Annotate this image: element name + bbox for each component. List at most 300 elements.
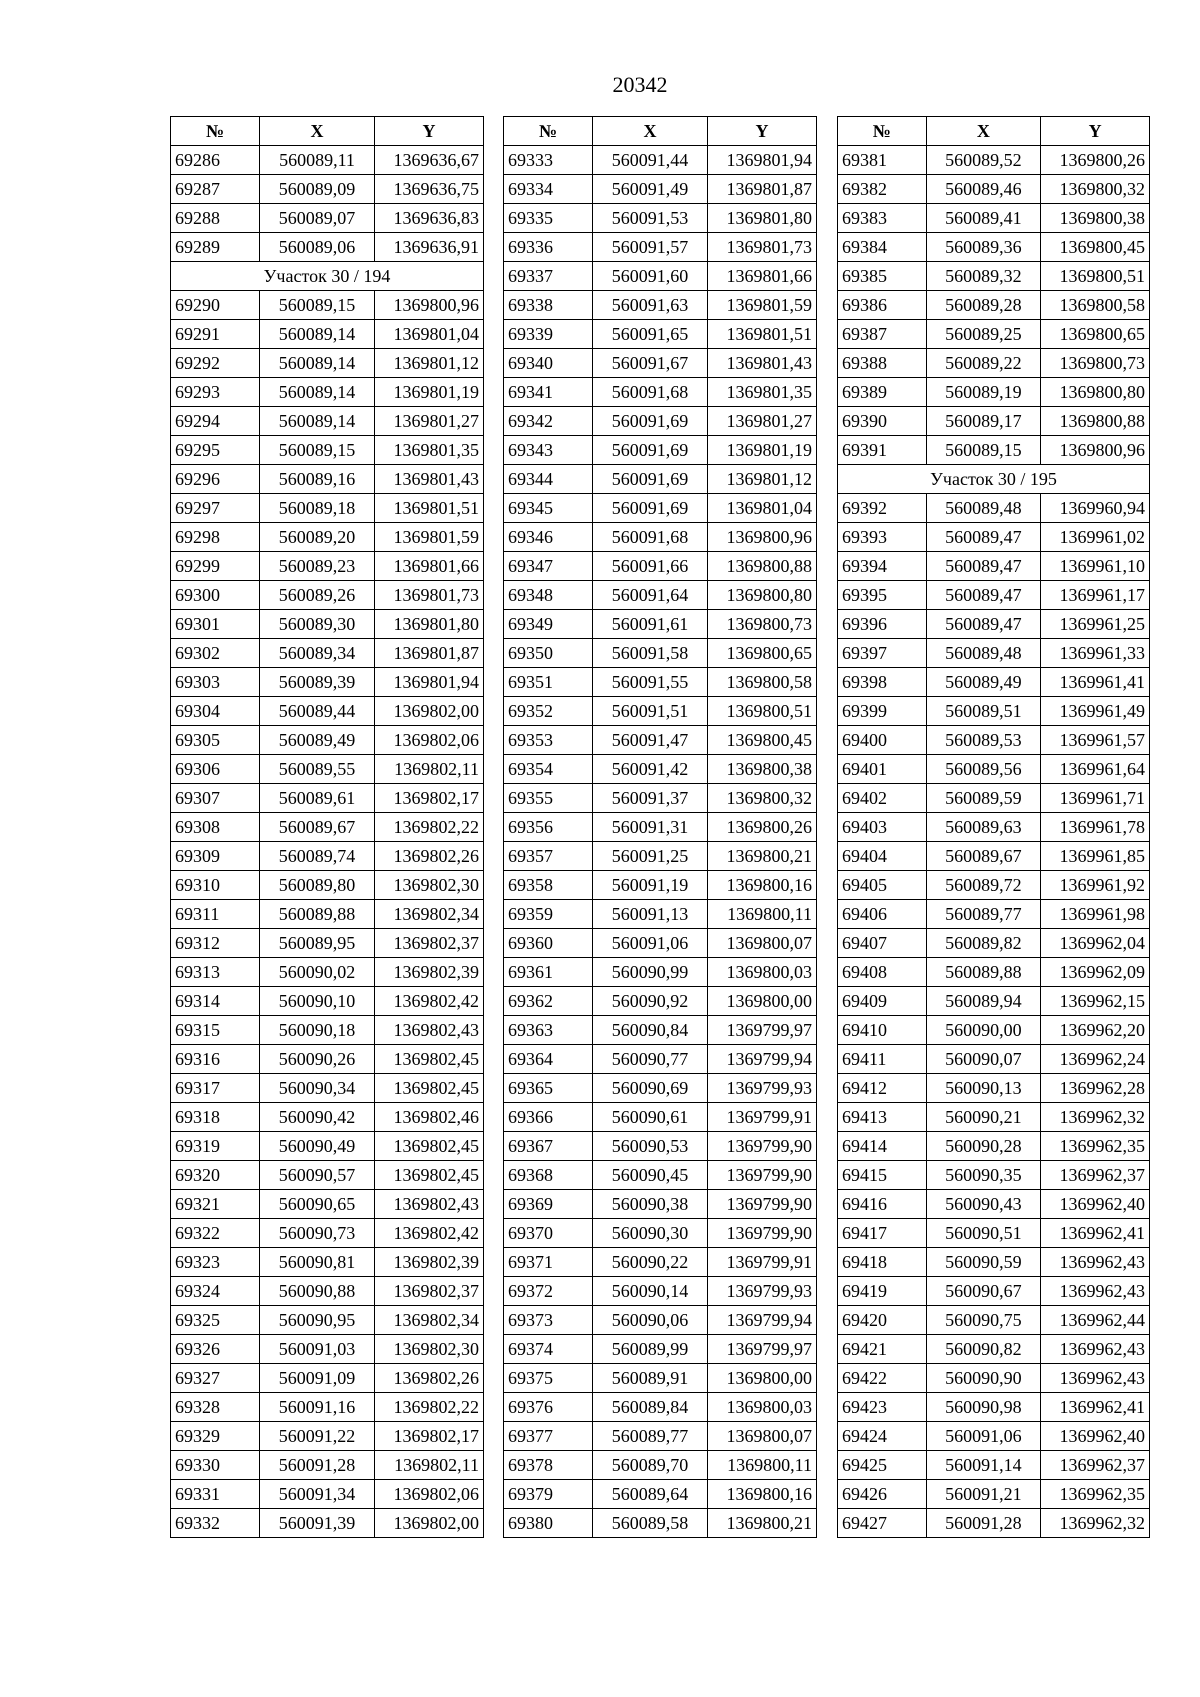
y-coordinate-cell: 1369961,41 (1041, 668, 1150, 697)
point-number-cell: 69358 (504, 871, 593, 900)
y-coordinate-cell: 1369801,94 (375, 668, 484, 697)
table-row (504, 1422, 817, 1451)
x-coordinate-cell: 560089,44 (260, 697, 375, 726)
point-number-cell: 69370 (504, 1219, 593, 1248)
y-coordinate-cell: 1369801,04 (708, 494, 817, 523)
y-coordinate-cell: 1369801,27 (708, 407, 817, 436)
point-number-cell: 69393 (838, 523, 927, 552)
y-coordinate-cell: 1369800,65 (1041, 320, 1150, 349)
table-row (504, 1161, 817, 1190)
x-coordinate-cell: 560091,60 (593, 262, 708, 291)
point-number-cell: 69287 (171, 175, 260, 204)
y-coordinate-cell: 1369801,12 (375, 349, 484, 378)
table-row (504, 784, 817, 813)
x-coordinate-cell: 560091,03 (260, 1335, 375, 1364)
section-title: Участок 30 / 194 (171, 262, 484, 291)
point-number-cell: 69359 (504, 900, 593, 929)
point-number-cell: 69415 (838, 1161, 927, 1190)
table-row (838, 1248, 1150, 1277)
y-coordinate-cell: 1369800,21 (708, 1509, 817, 1538)
point-number-cell: 69286 (171, 146, 260, 175)
table-row (838, 726, 1150, 755)
y-coordinate-cell: 1369802,11 (375, 755, 484, 784)
x-coordinate-cell: 560091,21 (926, 1480, 1041, 1509)
x-coordinate-cell: 560090,65 (260, 1190, 375, 1219)
table-row (504, 233, 817, 262)
y-coordinate-cell: 1369802,45 (375, 1161, 484, 1190)
table-row (171, 494, 484, 523)
x-coordinate-cell: 560090,02 (260, 958, 375, 987)
point-number-cell: 69309 (171, 842, 260, 871)
x-coordinate-cell: 560089,16 (260, 465, 375, 494)
x-coordinate-cell: 560090,73 (260, 1219, 375, 1248)
point-number-cell: 69310 (171, 871, 260, 900)
y-coordinate-cell: 1369799,90 (708, 1190, 817, 1219)
table-row (171, 958, 484, 987)
table-row (504, 871, 817, 900)
x-coordinate-cell: 560091,63 (593, 291, 708, 320)
point-number-cell: 69296 (171, 465, 260, 494)
table-row (171, 1190, 484, 1219)
y-coordinate-cell: 1369800,32 (708, 784, 817, 813)
point-number-cell: 69418 (838, 1248, 927, 1277)
point-number-cell: 69400 (838, 726, 927, 755)
x-coordinate-cell: 560091,64 (593, 581, 708, 610)
y-coordinate-cell: 1369801,19 (375, 378, 484, 407)
point-number-cell: 69424 (838, 1422, 927, 1451)
y-coordinate-cell: 1369802,43 (375, 1016, 484, 1045)
y-coordinate-cell: 1369802,39 (375, 1248, 484, 1277)
y-coordinate-cell: 1369800,51 (708, 697, 817, 726)
y-coordinate-cell: 1369802,34 (375, 900, 484, 929)
number-column-header: № (838, 117, 927, 146)
y-coordinate-cell: 1369800,80 (708, 581, 817, 610)
x-coordinate-cell: 560089,49 (926, 668, 1041, 697)
x-coordinate-cell: 560090,38 (593, 1190, 708, 1219)
y-coordinate-cell: 1369802,17 (375, 784, 484, 813)
x-coordinate-cell: 560089,49 (260, 726, 375, 755)
table-row (838, 262, 1150, 291)
table-row (504, 552, 817, 581)
point-number-cell: 69363 (504, 1016, 593, 1045)
table-row (171, 900, 484, 929)
y-coordinate-cell: 1369799,94 (708, 1045, 817, 1074)
table-row (171, 1509, 484, 1538)
table-row (504, 378, 817, 407)
table-row (838, 610, 1150, 639)
x-coordinate-cell: 560089,94 (926, 987, 1041, 1016)
y-coordinate-cell: 1369961,78 (1041, 813, 1150, 842)
y-coordinate-cell: 1369802,46 (375, 1103, 484, 1132)
y-coordinate-cell: 1369799,91 (708, 1103, 817, 1132)
point-number-cell: 69352 (504, 697, 593, 726)
point-number-cell: 69299 (171, 552, 260, 581)
y-column-header: Y (1041, 117, 1150, 146)
table-row (171, 842, 484, 871)
x-coordinate-cell: 560090,06 (593, 1306, 708, 1335)
point-number-cell: 69301 (171, 610, 260, 639)
point-number-cell: 69328 (171, 1393, 260, 1422)
number-column-header: № (171, 117, 260, 146)
x-coordinate-cell: 560090,22 (593, 1248, 708, 1277)
x-coordinate-cell: 560089,11 (260, 146, 375, 175)
point-number-cell: 69303 (171, 668, 260, 697)
y-coordinate-cell: 1369799,97 (708, 1335, 817, 1364)
table-row (504, 175, 817, 204)
point-number-cell: 69422 (838, 1364, 927, 1393)
point-number-cell: 69322 (171, 1219, 260, 1248)
table-row (838, 204, 1150, 233)
y-coordinate-cell: 1369802,42 (375, 1219, 484, 1248)
point-number-cell: 69373 (504, 1306, 593, 1335)
point-number-cell: 69334 (504, 175, 593, 204)
point-number-cell: 69323 (171, 1248, 260, 1277)
point-number-cell: 69348 (504, 581, 593, 610)
table-row (838, 697, 1150, 726)
point-number-cell: 69364 (504, 1045, 593, 1074)
table-row (171, 639, 484, 668)
x-coordinate-cell: 560089,41 (926, 204, 1041, 233)
x-coordinate-cell: 560089,47 (926, 610, 1041, 639)
table-row (171, 610, 484, 639)
table-row (838, 320, 1150, 349)
table-row (504, 1248, 817, 1277)
point-number-cell: 69368 (504, 1161, 593, 1190)
x-coordinate-cell: 560091,22 (260, 1422, 375, 1451)
y-coordinate-cell: 1369962,44 (1041, 1306, 1150, 1335)
point-number-cell: 69377 (504, 1422, 593, 1451)
point-number-cell: 69288 (171, 204, 260, 233)
table-row (171, 1219, 484, 1248)
y-coordinate-cell: 1369801,80 (375, 610, 484, 639)
table-row (171, 1161, 484, 1190)
x-coordinate-cell: 560091,44 (593, 146, 708, 175)
table-row (838, 1422, 1150, 1451)
coordinates-table-2 (503, 116, 817, 1538)
x-coordinate-cell: 560089,80 (260, 871, 375, 900)
y-coordinate-cell: 1369800,73 (1041, 349, 1150, 378)
table-row (171, 1422, 484, 1451)
y-coordinate-cell: 1369961,25 (1041, 610, 1150, 639)
table-row (504, 842, 817, 871)
point-number-cell: 69391 (838, 436, 927, 465)
y-coordinate-cell: 1369801,43 (708, 349, 817, 378)
table-row (504, 465, 817, 494)
table-row (838, 146, 1150, 175)
x-coordinate-cell: 560089,88 (926, 958, 1041, 987)
x-coordinate-cell: 560091,57 (593, 233, 708, 262)
point-number-cell: 69337 (504, 262, 593, 291)
x-coordinate-cell: 560089,39 (260, 668, 375, 697)
y-coordinate-cell: 1369802,45 (375, 1132, 484, 1161)
point-number-cell: 69427 (838, 1509, 927, 1538)
x-coordinate-cell: 560089,70 (593, 1451, 708, 1480)
y-coordinate-cell: 1369802,00 (375, 697, 484, 726)
table-row (504, 320, 817, 349)
point-number-cell: 69321 (171, 1190, 260, 1219)
point-number-cell: 69421 (838, 1335, 927, 1364)
table-row (171, 1248, 484, 1277)
y-coordinate-cell: 1369800,38 (708, 755, 817, 784)
x-coordinate-cell: 560090,88 (260, 1277, 375, 1306)
table-row (838, 175, 1150, 204)
x-coordinate-cell: 560091,69 (593, 465, 708, 494)
table-row (171, 1103, 484, 1132)
table-row (504, 1016, 817, 1045)
table-row (504, 407, 817, 436)
x-coordinate-cell: 560090,51 (926, 1219, 1041, 1248)
x-coordinate-cell: 560089,46 (926, 175, 1041, 204)
table-row (504, 900, 817, 929)
y-coordinate-cell: 1369799,90 (708, 1132, 817, 1161)
point-number-cell: 69325 (171, 1306, 260, 1335)
table-row (171, 1451, 484, 1480)
x-coordinate-cell: 560089,52 (926, 146, 1041, 175)
table-row (838, 1393, 1150, 1422)
x-coordinate-cell: 560089,53 (926, 726, 1041, 755)
y-coordinate-cell: 1369802,42 (375, 987, 484, 1016)
table-row (504, 1306, 817, 1335)
y-coordinate-cell: 1369801,51 (375, 494, 484, 523)
point-number-cell: 69408 (838, 958, 927, 987)
table-row (838, 233, 1150, 262)
point-number-cell: 69356 (504, 813, 593, 842)
x-coordinate-cell: 560089,95 (260, 929, 375, 958)
y-coordinate-cell: 1369802,11 (375, 1451, 484, 1480)
point-number-cell: 69420 (838, 1306, 927, 1335)
x-coordinate-cell: 560089,61 (260, 784, 375, 813)
x-coordinate-cell: 560090,00 (926, 1016, 1041, 1045)
table-row (838, 1219, 1150, 1248)
point-number-cell: 69413 (838, 1103, 927, 1132)
y-coordinate-cell: 1369962,37 (1041, 1161, 1150, 1190)
table-row (504, 813, 817, 842)
table-row (838, 755, 1150, 784)
table-row (838, 581, 1150, 610)
x-coordinate-cell: 560090,26 (260, 1045, 375, 1074)
point-number-cell: 69371 (504, 1248, 593, 1277)
x-coordinate-cell: 560090,53 (593, 1132, 708, 1161)
point-number-cell: 69406 (838, 900, 927, 929)
table-row (171, 1364, 484, 1393)
point-number-cell: 69411 (838, 1045, 927, 1074)
point-number-cell: 69366 (504, 1103, 593, 1132)
table-row (838, 987, 1150, 1016)
x-coordinate-cell: 560089,55 (260, 755, 375, 784)
x-coordinate-cell: 560091,37 (593, 784, 708, 813)
y-coordinate-cell: 1369801,66 (708, 262, 817, 291)
x-coordinate-cell: 560089,15 (260, 436, 375, 465)
x-coordinate-cell: 560089,14 (260, 320, 375, 349)
y-coordinate-cell: 1369961,85 (1041, 842, 1150, 871)
y-coordinate-cell: 1369800,45 (1041, 233, 1150, 262)
y-coordinate-cell: 1369802,22 (375, 813, 484, 842)
y-coordinate-cell: 1369962,24 (1041, 1045, 1150, 1074)
x-coordinate-cell: 560089,17 (926, 407, 1041, 436)
x-coordinate-cell: 560090,49 (260, 1132, 375, 1161)
point-number-cell: 69392 (838, 494, 927, 523)
x-coordinate-cell: 560090,69 (593, 1074, 708, 1103)
point-number-cell: 69350 (504, 639, 593, 668)
table-row (504, 291, 817, 320)
table-row (171, 320, 484, 349)
x-coordinate-cell: 560089,47 (926, 523, 1041, 552)
point-number-cell: 69397 (838, 639, 927, 668)
table-row (171, 1335, 484, 1364)
x-coordinate-cell: 560091,31 (593, 813, 708, 842)
x-coordinate-cell: 560090,75 (926, 1306, 1041, 1335)
table-row (838, 1161, 1150, 1190)
point-number-cell: 69293 (171, 378, 260, 407)
table-row (171, 378, 484, 407)
y-coordinate-cell: 1369800,16 (708, 1480, 817, 1509)
y-coordinate-cell: 1369802,00 (375, 1509, 484, 1538)
x-coordinate-cell: 560089,47 (926, 552, 1041, 581)
y-coordinate-cell: 1369636,83 (375, 204, 484, 233)
point-number-cell: 69331 (171, 1480, 260, 1509)
table-row (838, 552, 1150, 581)
y-coordinate-cell: 1369802,06 (375, 1480, 484, 1509)
table-row (838, 784, 1150, 813)
point-number-cell: 69401 (838, 755, 927, 784)
table-row (171, 929, 484, 958)
point-number-cell: 69295 (171, 436, 260, 465)
x-coordinate-cell: 560090,35 (926, 1161, 1041, 1190)
y-coordinate-cell: 1369800,07 (708, 929, 817, 958)
table-row (504, 146, 817, 175)
y-coordinate-cell: 1369800,96 (708, 523, 817, 552)
x-coordinate-cell: 560090,07 (926, 1045, 1041, 1074)
table-row (838, 1509, 1150, 1538)
header-row (171, 117, 484, 146)
y-coordinate-cell: 1369962,32 (1041, 1509, 1150, 1538)
x-column-header: X (593, 117, 708, 146)
point-number-cell: 69423 (838, 1393, 927, 1422)
x-coordinate-cell: 560090,59 (926, 1248, 1041, 1277)
point-number-cell: 69316 (171, 1045, 260, 1074)
point-number-cell: 69346 (504, 523, 593, 552)
x-coordinate-cell: 560089,07 (260, 204, 375, 233)
section-row (838, 465, 1150, 494)
y-coordinate-cell: 1369962,41 (1041, 1219, 1150, 1248)
point-number-cell: 69388 (838, 349, 927, 378)
point-number-cell: 69327 (171, 1364, 260, 1393)
x-coordinate-cell: 560091,47 (593, 726, 708, 755)
table-row (838, 842, 1150, 871)
point-number-cell: 69355 (504, 784, 593, 813)
x-coordinate-cell: 560091,28 (260, 1451, 375, 1480)
x-coordinate-cell: 560091,69 (593, 494, 708, 523)
point-number-cell: 69369 (504, 1190, 593, 1219)
table-row (504, 1364, 817, 1393)
section-row (171, 262, 484, 291)
point-number-cell: 69361 (504, 958, 593, 987)
table-row (838, 1277, 1150, 1306)
x-coordinate-cell: 560090,81 (260, 1248, 375, 1277)
table-row (171, 668, 484, 697)
x-coordinate-cell: 560089,88 (260, 900, 375, 929)
point-number-cell: 69339 (504, 320, 593, 349)
point-number-cell: 69297 (171, 494, 260, 523)
table-row (838, 1190, 1150, 1219)
y-coordinate-cell: 1369961,17 (1041, 581, 1150, 610)
point-number-cell: 69318 (171, 1103, 260, 1132)
y-coordinate-cell: 1369802,37 (375, 929, 484, 958)
x-coordinate-cell: 560091,13 (593, 900, 708, 929)
y-coordinate-cell: 1369802,43 (375, 1190, 484, 1219)
x-coordinate-cell: 560089,36 (926, 233, 1041, 262)
y-coordinate-cell: 1369800,03 (708, 1393, 817, 1422)
x-coordinate-cell: 560090,28 (926, 1132, 1041, 1161)
x-coordinate-cell: 560090,95 (260, 1306, 375, 1335)
x-coordinate-cell: 560091,16 (260, 1393, 375, 1422)
x-coordinate-cell: 560091,53 (593, 204, 708, 233)
point-number-cell: 69379 (504, 1480, 593, 1509)
x-coordinate-cell: 560089,51 (926, 697, 1041, 726)
x-coordinate-cell: 560090,45 (593, 1161, 708, 1190)
y-coordinate-cell: 1369962,35 (1041, 1132, 1150, 1161)
table-row (171, 175, 484, 204)
x-coordinate-cell: 560091,65 (593, 320, 708, 349)
x-coordinate-cell: 560090,98 (926, 1393, 1041, 1422)
y-coordinate-cell: 1369962,43 (1041, 1335, 1150, 1364)
x-coordinate-cell: 560089,48 (926, 639, 1041, 668)
point-number-cell: 69367 (504, 1132, 593, 1161)
y-coordinate-cell: 1369801,12 (708, 465, 817, 494)
table-row (504, 494, 817, 523)
table-row (171, 291, 484, 320)
table-row (838, 349, 1150, 378)
y-coordinate-cell: 1369801,04 (375, 320, 484, 349)
point-number-cell: 69410 (838, 1016, 927, 1045)
x-coordinate-cell: 560091,42 (593, 755, 708, 784)
y-coordinate-cell: 1369802,26 (375, 1364, 484, 1393)
x-coordinate-cell: 560089,64 (593, 1480, 708, 1509)
y-coordinate-cell: 1369962,15 (1041, 987, 1150, 1016)
y-coordinate-cell: 1369962,09 (1041, 958, 1150, 987)
y-coordinate-cell: 1369961,98 (1041, 900, 1150, 929)
y-coordinate-cell: 1369801,80 (708, 204, 817, 233)
y-coordinate-cell: 1369801,19 (708, 436, 817, 465)
point-number-cell: 69302 (171, 639, 260, 668)
point-number-cell: 69362 (504, 987, 593, 1016)
point-number-cell: 69305 (171, 726, 260, 755)
point-number-cell: 69381 (838, 146, 927, 175)
table-row (504, 262, 817, 291)
table-row (504, 349, 817, 378)
table-row (171, 204, 484, 233)
point-number-cell: 69344 (504, 465, 593, 494)
y-coordinate-cell: 1369802,06 (375, 726, 484, 755)
y-coordinate-cell: 1369961,71 (1041, 784, 1150, 813)
table-row (504, 987, 817, 1016)
point-number-cell: 69330 (171, 1451, 260, 1480)
point-number-cell: 69405 (838, 871, 927, 900)
table-row (504, 1103, 817, 1132)
x-coordinate-cell: 560090,34 (260, 1074, 375, 1103)
table-row (838, 494, 1150, 523)
table-row (504, 581, 817, 610)
y-coordinate-cell: 1369801,94 (708, 146, 817, 175)
header-row (504, 117, 817, 146)
point-number-cell: 69407 (838, 929, 927, 958)
x-coordinate-cell: 560089,15 (926, 436, 1041, 465)
point-number-cell: 69385 (838, 262, 927, 291)
x-coordinate-cell: 560089,26 (260, 581, 375, 610)
y-coordinate-cell: 1369800,00 (708, 987, 817, 1016)
y-coordinate-cell: 1369800,58 (708, 668, 817, 697)
point-number-cell: 69304 (171, 697, 260, 726)
